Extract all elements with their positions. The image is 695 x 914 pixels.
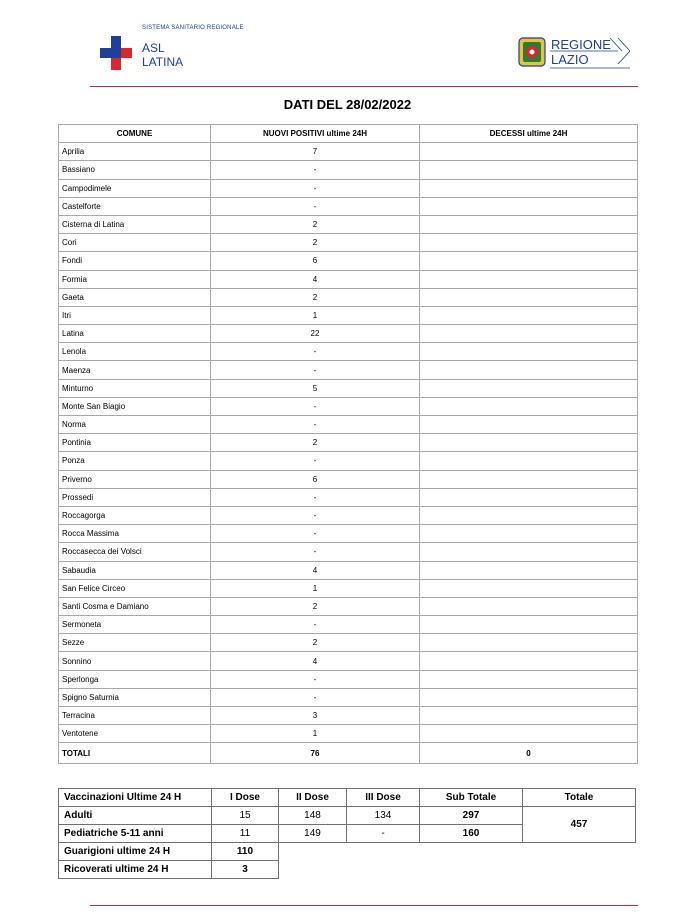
table-row bbox=[59, 270, 638, 288]
decessi-cell bbox=[420, 343, 638, 361]
vacc-header-iii-dose: III Dose bbox=[347, 789, 420, 807]
table-row bbox=[59, 416, 638, 434]
red-blue-cross-icon bbox=[100, 36, 132, 70]
asl-name-line1: ASL bbox=[142, 41, 165, 55]
positivi-cell: - bbox=[211, 361, 420, 379]
table-row bbox=[59, 343, 638, 361]
table-row bbox=[59, 634, 638, 652]
table-row bbox=[59, 252, 638, 270]
table-row bbox=[59, 179, 638, 197]
comune-cell: Bassiano bbox=[59, 161, 211, 179]
positivi-cell: - bbox=[211, 670, 420, 688]
table-row bbox=[59, 506, 638, 524]
positivi-cell: - bbox=[211, 416, 420, 434]
positivi-cell: - bbox=[211, 488, 420, 506]
decessi-cell bbox=[420, 270, 638, 288]
decessi-cell bbox=[420, 416, 638, 434]
comune-cell: Monte San Biagio bbox=[59, 397, 211, 415]
decessi-cell bbox=[420, 197, 638, 215]
asl-latina-logo bbox=[100, 24, 270, 74]
table-row bbox=[59, 470, 638, 488]
vacc-header-i-dose: I Dose bbox=[212, 789, 279, 807]
table-row bbox=[59, 597, 638, 615]
ricoverati-row bbox=[59, 861, 636, 879]
decessi-cell bbox=[420, 379, 638, 397]
decessi-cell bbox=[420, 161, 638, 179]
totals-positivi: 76 bbox=[211, 743, 420, 764]
table-row bbox=[59, 707, 638, 725]
comune-cell: Spigno Saturnia bbox=[59, 688, 211, 706]
table-row bbox=[59, 688, 638, 706]
table-row bbox=[59, 670, 638, 688]
comune-cell: Sermoneta bbox=[59, 616, 211, 634]
table-row bbox=[59, 543, 638, 561]
guarigioni-row bbox=[59, 843, 636, 861]
table-row bbox=[59, 525, 638, 543]
positivi-cell: - bbox=[211, 616, 420, 634]
comune-cell: Ventotene bbox=[59, 725, 211, 743]
positivi-cell: - bbox=[211, 525, 420, 543]
positivi-cell: 7 bbox=[211, 143, 420, 161]
positivi-cell: 3 bbox=[211, 707, 420, 725]
vacc-header-sub-totale: Sub Totale bbox=[420, 789, 523, 807]
vacc-header-totale: Totale bbox=[523, 789, 636, 807]
header-decessi: DECESSI ultime 24H bbox=[420, 125, 638, 143]
positivi-cell: 2 bbox=[211, 234, 420, 252]
regione-lazio-seal-icon bbox=[518, 37, 546, 67]
comune-cell: Sezze bbox=[59, 634, 211, 652]
comune-cell: Ponza bbox=[59, 452, 211, 470]
comune-cell: Campodimele bbox=[59, 179, 211, 197]
adulti-i-dose: 15 bbox=[212, 807, 279, 825]
positivi-cell: - bbox=[211, 161, 420, 179]
comune-cell: Roccasecca dei Volsci bbox=[59, 543, 211, 561]
table-row bbox=[59, 234, 638, 252]
comune-cell: Prossedi bbox=[59, 488, 211, 506]
decessi-cell bbox=[420, 616, 638, 634]
pediatriche-sub-totale: 160 bbox=[420, 825, 523, 843]
positivi-cell: - bbox=[211, 506, 420, 524]
comune-cell: Itri bbox=[59, 306, 211, 324]
totals-row bbox=[59, 743, 638, 764]
table-row bbox=[59, 361, 638, 379]
decessi-cell bbox=[420, 579, 638, 597]
comune-cell: Cisterna di Latina bbox=[59, 215, 211, 233]
regione-lazio-logo bbox=[518, 34, 633, 74]
positivi-cell: - bbox=[211, 688, 420, 706]
decessi-cell bbox=[420, 634, 638, 652]
region-name-line2: LAZIO bbox=[551, 52, 589, 67]
comune-cell: Latina bbox=[59, 325, 211, 343]
header-divider bbox=[90, 86, 638, 87]
adulti-ii-dose: 148 bbox=[279, 807, 347, 825]
table-row bbox=[59, 397, 638, 415]
table-row bbox=[59, 488, 638, 506]
table-row bbox=[59, 561, 638, 579]
table-row bbox=[59, 325, 638, 343]
comune-cell: San Felice Circeo bbox=[59, 579, 211, 597]
footer-divider bbox=[90, 905, 638, 906]
decessi-cell bbox=[420, 143, 638, 161]
table-row bbox=[59, 452, 638, 470]
adulti-sub-totale: 297 bbox=[420, 807, 523, 825]
pediatriche-ii-dose: 149 bbox=[279, 825, 347, 843]
comune-cell: Gaeta bbox=[59, 288, 211, 306]
decessi-cell bbox=[420, 306, 638, 324]
decessi-cell bbox=[420, 688, 638, 706]
positivi-cell: 1 bbox=[211, 579, 420, 597]
comune-cell: Cori bbox=[59, 234, 211, 252]
comune-cell: Priverno bbox=[59, 470, 211, 488]
pediatriche-label: Pediatriche 5-11 anni bbox=[59, 825, 212, 843]
table-row bbox=[59, 288, 638, 306]
pediatriche-i-dose: 11 bbox=[212, 825, 279, 843]
adulti-label: Adulti bbox=[59, 807, 212, 825]
vacc-header-row bbox=[59, 789, 636, 807]
decessi-cell bbox=[420, 561, 638, 579]
comune-cell: Sperlonga bbox=[59, 670, 211, 688]
positivi-cell: 2 bbox=[211, 215, 420, 233]
positivi-cell: - bbox=[211, 179, 420, 197]
header-nuovi-positivi: NUOVI POSITIVI ultime 24H bbox=[211, 125, 420, 143]
table-row bbox=[59, 616, 638, 634]
positivi-cell: 4 bbox=[211, 652, 420, 670]
header-comune: COMUNE bbox=[59, 125, 211, 143]
positivi-cell: 4 bbox=[211, 270, 420, 288]
vacc-header-label: Vaccinazioni Ultime 24 H bbox=[59, 789, 212, 807]
ricoverati-value: 3 bbox=[212, 861, 279, 879]
decessi-cell bbox=[420, 597, 638, 615]
totals-label: TOTALI bbox=[59, 743, 211, 764]
positivi-cell: - bbox=[211, 452, 420, 470]
page-title: DATI DEL 28/02/2022 bbox=[283, 97, 412, 112]
comuni-table bbox=[58, 124, 638, 764]
positivi-cell: 4 bbox=[211, 561, 420, 579]
decessi-cell bbox=[420, 670, 638, 688]
vaccinazioni-table bbox=[58, 788, 636, 879]
table-row bbox=[59, 379, 638, 397]
positivi-cell: 2 bbox=[211, 288, 420, 306]
decessi-cell bbox=[420, 288, 638, 306]
positivi-cell: 1 bbox=[211, 725, 420, 743]
decessi-cell bbox=[420, 234, 638, 252]
decessi-cell bbox=[420, 252, 638, 270]
comune-cell: Roccagorga bbox=[59, 506, 211, 524]
comune-cell: Pontinia bbox=[59, 434, 211, 452]
comune-cell: Lenola bbox=[59, 343, 211, 361]
table-row bbox=[59, 306, 638, 324]
positivi-cell: 2 bbox=[211, 597, 420, 615]
vacc-totale: 457 bbox=[523, 807, 636, 843]
comune-cell: Sonnino bbox=[59, 652, 211, 670]
comune-cell: Castelforte bbox=[59, 197, 211, 215]
comune-cell: Aprilia bbox=[59, 143, 211, 161]
comune-cell: Santi Cosma e Damiano bbox=[59, 597, 211, 615]
table-row bbox=[59, 725, 638, 743]
decessi-cell bbox=[420, 325, 638, 343]
positivi-cell: - bbox=[211, 543, 420, 561]
decessi-cell bbox=[420, 652, 638, 670]
decessi-cell bbox=[420, 397, 638, 415]
vacc-header-ii-dose: II Dose bbox=[279, 789, 347, 807]
table-row bbox=[59, 652, 638, 670]
positivi-cell: 6 bbox=[211, 470, 420, 488]
decessi-cell bbox=[420, 215, 638, 233]
decessi-cell bbox=[420, 179, 638, 197]
positivi-cell: 2 bbox=[211, 634, 420, 652]
asl-small-caption: SISTEMA SANITARIO REGIONALE bbox=[142, 25, 244, 31]
positivi-cell: 5 bbox=[211, 379, 420, 397]
adulti-iii-dose: 134 bbox=[347, 807, 420, 825]
table-header-row bbox=[59, 125, 638, 143]
guarigioni-value: 110 bbox=[212, 843, 279, 861]
table-row bbox=[59, 197, 638, 215]
table-row bbox=[59, 215, 638, 233]
positivi-cell: - bbox=[211, 397, 420, 415]
decessi-cell bbox=[420, 470, 638, 488]
comune-cell: Formia bbox=[59, 270, 211, 288]
positivi-cell: 2 bbox=[211, 434, 420, 452]
decessi-cell bbox=[420, 707, 638, 725]
positivi-cell: 22 bbox=[211, 325, 420, 343]
comune-cell: Minturno bbox=[59, 379, 211, 397]
table-row bbox=[59, 143, 638, 161]
pediatriche-iii-dose: - bbox=[347, 825, 420, 843]
decessi-cell bbox=[420, 452, 638, 470]
guarigioni-label: Guarigioni ultime 24 H bbox=[59, 843, 212, 861]
decessi-cell bbox=[420, 434, 638, 452]
asl-name-line2: LATINA bbox=[142, 55, 184, 69]
comune-cell: Maenza bbox=[59, 361, 211, 379]
decessi-cell bbox=[420, 361, 638, 379]
region-name-line1: REGIONE bbox=[551, 37, 611, 52]
decessi-cell bbox=[420, 725, 638, 743]
comune-cell: Sabaudia bbox=[59, 561, 211, 579]
decessi-cell bbox=[420, 488, 638, 506]
table-row bbox=[59, 434, 638, 452]
vacc-adulti-row bbox=[59, 807, 636, 825]
comune-cell: Fondi bbox=[59, 252, 211, 270]
positivi-cell: - bbox=[211, 343, 420, 361]
comune-cell: Rocca Massima bbox=[59, 525, 211, 543]
decessi-cell bbox=[420, 525, 638, 543]
positivi-cell: - bbox=[211, 197, 420, 215]
comune-cell: Norma bbox=[59, 416, 211, 434]
table-row bbox=[59, 161, 638, 179]
decessi-cell bbox=[420, 506, 638, 524]
totals-decessi: 0 bbox=[420, 743, 638, 764]
positivi-cell: 1 bbox=[211, 306, 420, 324]
decessi-cell bbox=[420, 543, 638, 561]
ricoverati-label: Ricoverati ultime 24 H bbox=[59, 861, 212, 879]
table-row bbox=[59, 579, 638, 597]
positivi-cell: 6 bbox=[211, 252, 420, 270]
comune-cell: Terracina bbox=[59, 707, 211, 725]
